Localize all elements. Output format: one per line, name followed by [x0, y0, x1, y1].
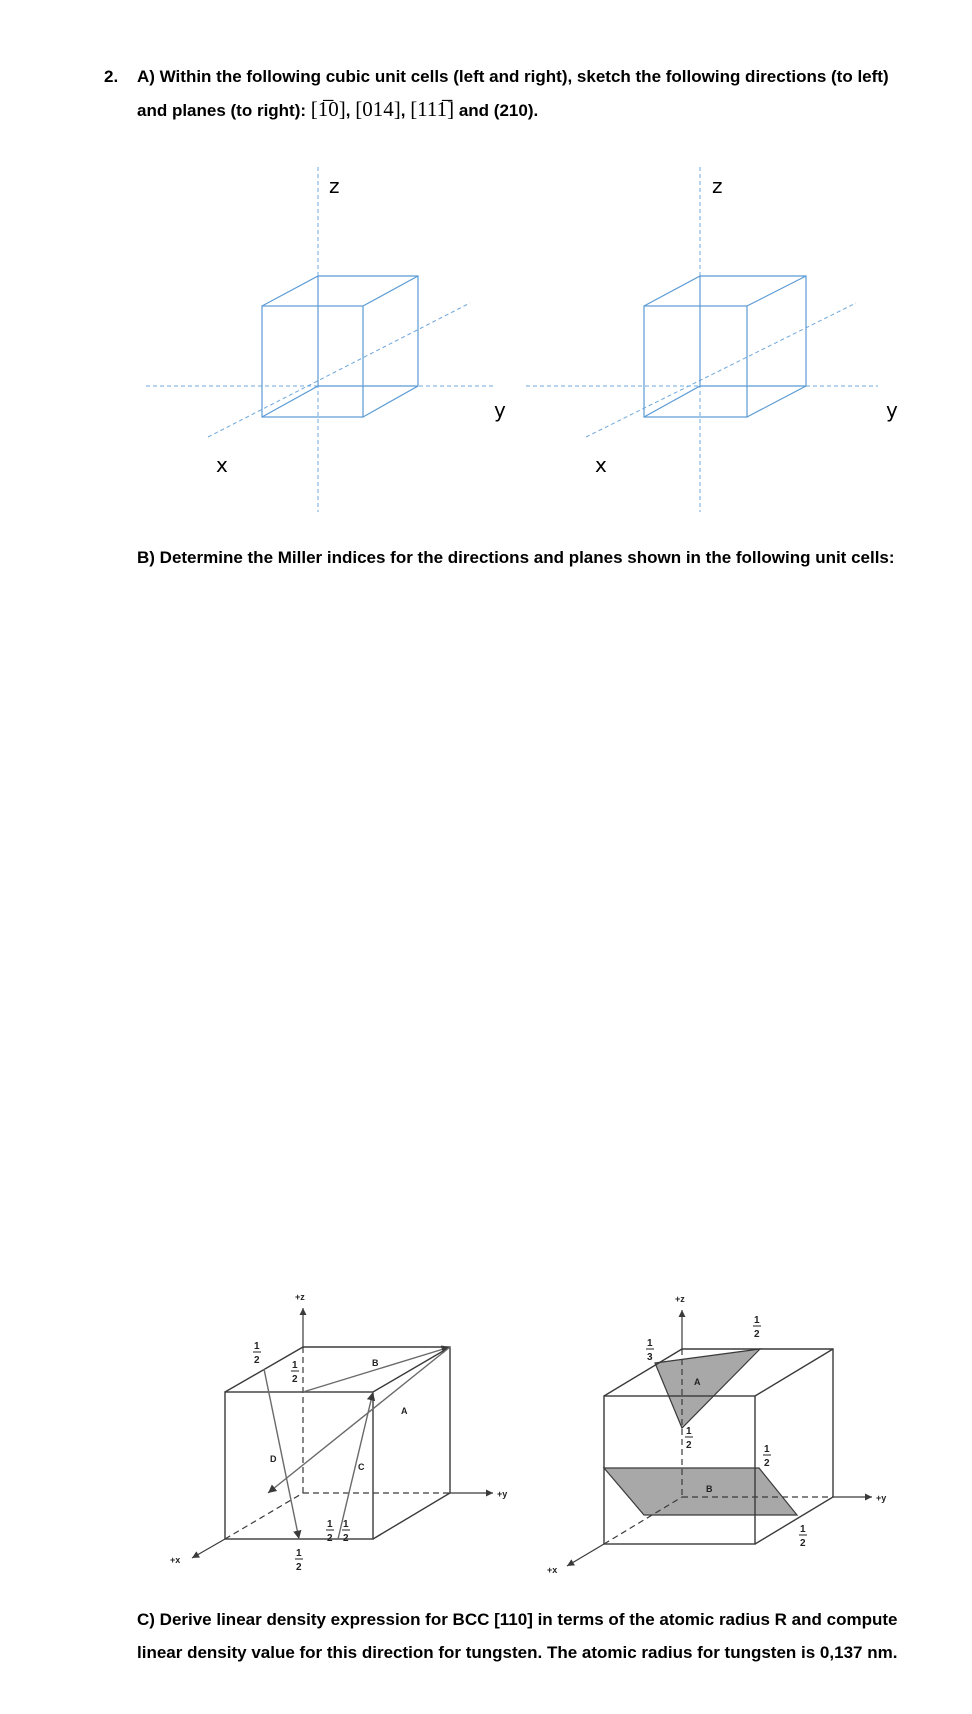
rfrac-2-den: 2	[754, 1329, 760, 1340]
left-cube-hidden-edges	[225, 1347, 450, 1539]
frac-3-den: 2	[327, 1533, 333, 1544]
right-fig-x: +x	[547, 1565, 558, 1575]
part-a-line2-prefix: and planes (to right):	[137, 101, 311, 120]
left-x-label: x	[216, 453, 228, 477]
left-y-label: y	[494, 398, 506, 422]
left-fig-y: +y	[497, 1489, 508, 1499]
rfrac-2-num: 1	[754, 1315, 760, 1326]
part-a-line1: A) Within the following cubic unit cells (left and right), sketch the following directions (to left)	[137, 67, 889, 86]
left-z-label: z	[329, 174, 340, 198]
figure-planes	[547, 1294, 886, 1575]
direction-1: [1̅0]	[310, 97, 346, 121]
rfrac-4-den: 2	[764, 1458, 770, 1469]
frac-1-den: 2	[254, 1355, 260, 1366]
sep-2: ,	[400, 101, 411, 120]
direction-2: [014]	[355, 97, 401, 121]
plane-b	[604, 1468, 797, 1515]
label-b: B	[372, 1358, 379, 1368]
frac-5-num: 1	[296, 1548, 302, 1559]
direction-3: [111̅]	[410, 97, 455, 121]
right-x-axis	[567, 1544, 604, 1566]
question-number: 2.	[104, 67, 119, 86]
vector-b	[303, 1347, 450, 1392]
label-a: A	[401, 1406, 408, 1416]
frac-3-num: 1	[327, 1519, 333, 1530]
part-c-line2: linear density value for this direction for tungsten. The atomic radius for tungsten is 0,137 nm.	[137, 1643, 898, 1662]
frac-2-den: 2	[292, 1374, 298, 1385]
part-b-text: B) Determine the Miller indices for the directions and planes shown in the following unit cells:	[137, 548, 895, 567]
label-d: D	[270, 1454, 277, 1464]
right-fig-y: +y	[876, 1493, 887, 1503]
sep-1: ,	[345, 101, 356, 120]
rfrac-4-num: 1	[764, 1444, 770, 1455]
right-x-label: x	[595, 453, 607, 477]
frac-2-num: 1	[292, 1360, 298, 1371]
sketch-cell-right	[526, 167, 898, 512]
right-fig-z: +z	[675, 1294, 685, 1304]
left-sketch-cube	[262, 276, 418, 417]
vector-c	[338, 1392, 373, 1539]
right-sketch-axes	[526, 167, 878, 512]
left-x-axis	[192, 1539, 225, 1558]
plane-label-a: A	[694, 1377, 701, 1387]
frac-4-den: 2	[343, 1533, 349, 1544]
rfrac-5-num: 1	[800, 1524, 806, 1535]
frac-4-num: 1	[343, 1519, 349, 1530]
rfrac-5-den: 2	[800, 1538, 806, 1549]
left-fig-x: +x	[170, 1555, 181, 1565]
rfrac-3-den: 2	[686, 1440, 692, 1451]
left-sketch-axes	[146, 167, 494, 512]
frac-1-num: 1	[254, 1341, 260, 1352]
plane-label-b: B	[706, 1484, 713, 1494]
right-z-label: z	[712, 174, 723, 198]
rfrac-1-num: 1	[647, 1338, 653, 1349]
frac-5-den: 2	[296, 1562, 302, 1573]
right-y-label: y	[886, 398, 898, 422]
figure-directions	[170, 1292, 507, 1573]
rfrac-3-num: 1	[686, 1426, 692, 1437]
left-fig-z: +z	[295, 1292, 305, 1302]
part-c-line1: C) Derive linear density expression for BCC [110] in terms of the atomic radius R and compute	[137, 1610, 898, 1629]
plane-a	[655, 1349, 760, 1428]
label-c: C	[358, 1462, 365, 1472]
part-a-line2-suffix: and (210).	[454, 101, 539, 120]
left-fractions	[253, 1341, 350, 1573]
sketch-cell-left	[146, 167, 506, 512]
left-cube-edges	[225, 1347, 450, 1539]
rfrac-1-den: 3	[647, 1352, 653, 1363]
